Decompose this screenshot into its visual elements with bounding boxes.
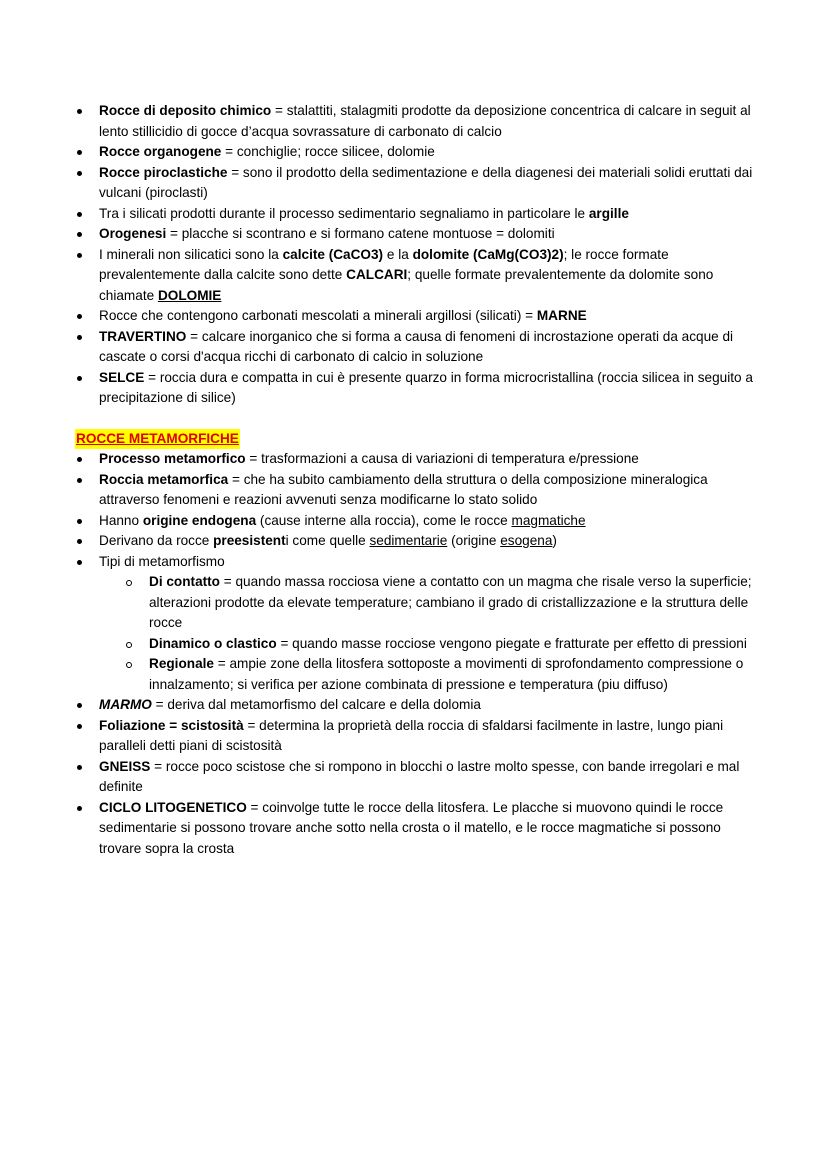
bullet-list-metamorphic — [75, 449, 755, 572]
term: CALCARI — [346, 267, 408, 282]
term: Roccia metamorfica — [99, 471, 229, 487]
term: TRAVERTINO — [99, 328, 187, 344]
term: Foliazione = scistosità — [99, 717, 244, 733]
term: preesistent — [213, 533, 286, 548]
list-item — [75, 204, 755, 225]
text: = determina la proprietà della roccia di sfaldarsi facilmente in lastre, lungo piani paralleli detti piani di scistosità — [99, 717, 724, 753]
text: = coinvolge tutte le rocce della litosfera. Le placche si muovono quindi le rocce sedimentarie si possono trovare anche sotto nella crosta o il matello, e le rocce magmatiche si possono trovare sopra la crosta — [99, 799, 724, 856]
text: ; le rocce formate prevalentemente dalla calcite sono dette — [99, 246, 669, 282]
text: = quando masse rocciose vengono piegate e fratturate per effetto di pressioni — [276, 635, 747, 651]
text: I minerali non silicatici sono la — [99, 246, 283, 262]
term: Rocce piroclastiche — [99, 164, 228, 180]
term: CICLO LITOGENETICO — [99, 799, 247, 815]
text: (cause interne alla roccia), come le rocce — [256, 512, 512, 528]
text: = conchiglie; rocce silicee, dolomie — [221, 144, 435, 159]
text: = trasformazioni a causa di variazioni di temperatura e/pressione — [245, 451, 639, 466]
term: calcite (CaCO3) — [282, 246, 384, 262]
text: = che ha subito cambiamento della struttura o della composizione mineralogica attraverso fenomeni e reazioni avvenuti senza modificarne lo stato solido — [99, 471, 708, 507]
list-item — [75, 552, 755, 573]
list-item — [75, 245, 755, 307]
list-item — [75, 327, 755, 368]
text: e la — [383, 246, 413, 262]
term: Rocce organogene — [99, 144, 222, 159]
term: MARNE — [536, 308, 587, 323]
list-item — [75, 224, 755, 245]
text: = ampie zone della litosfera sottoposte a movimenti di sprofondamento compressione o innalzamento; si verifica per azione combinata di pressione e temperatura (piu diffuso) — [149, 656, 744, 692]
text: = quando massa rocciosa viene a contatto con un magma che risale verso la superficie; alterazioni prodotte da elevate temperature; cambiano il grado di cristallizzazione e la struttura delle rocce — [149, 574, 752, 630]
list-item — [75, 716, 755, 757]
sub-list-item — [125, 654, 755, 695]
list-item — [75, 470, 755, 511]
text: = roccia dura e compatta in cui è presente quarzo in forma microcristallina (roccia silicea in seguito a precipitazione di silice) — [99, 369, 753, 405]
text: = rocce poco scistose che si rompono in blocchi o lastre molto spesse, con bande irregolari e mal definite — [99, 758, 740, 794]
bullet-list-sedimentary — [75, 101, 755, 409]
list-item — [75, 306, 755, 327]
underlined-text: magmatiche — [511, 512, 586, 528]
term: Orogenesi — [99, 226, 167, 241]
text: ) — [552, 533, 557, 548]
list-item — [75, 531, 755, 552]
underlined-text: esogena — [500, 533, 553, 548]
text: Rocce che contengono carbonati mescolati a minerali argillosi (silicati) = — [99, 308, 537, 323]
text: = sono il prodotto della sedimentazione e della diagenesi dei materiali solidi eruttati dai vulcani (piroclasti) — [99, 164, 753, 200]
text: = placche si scontrano e si formano catene montuose = dolomiti — [166, 226, 555, 241]
list-item — [75, 511, 755, 532]
term: GNEISS — [99, 758, 151, 774]
sub-list-item — [125, 572, 755, 634]
term: MARMO — [99, 697, 152, 712]
list-item — [75, 695, 755, 716]
list-item — [75, 368, 755, 409]
list-item — [75, 449, 755, 470]
term: Processo metamorfico — [99, 451, 246, 466]
text: Tipi di metamorfismo — [99, 553, 225, 569]
bullet-list-metamorphic-2 — [75, 695, 755, 859]
term: Dinamico o clastico — [149, 635, 277, 651]
text: = deriva dal metamorfismo del calcare e della dolomia — [151, 697, 481, 712]
text: Tra i silicati prodotti durante il processo sedimentario segnaliamo in particolare le — [99, 205, 589, 221]
text: = calcare inorganico che si forma a causa di fenomeni di incrostazione operati da acque di cascate o corsi d'acqua ricchi di carbonato di calcio in soluzione — [99, 328, 734, 364]
list-item — [75, 163, 755, 204]
text: Hanno — [99, 512, 143, 528]
underlined-text: sedimentarie — [369, 533, 448, 548]
document-content — [75, 101, 755, 859]
text: ; quelle formate prevalentemente da dolomite sono chiamate — [99, 267, 714, 303]
text: (origine — [447, 533, 501, 548]
term: DOLOMIE — [157, 287, 222, 303]
text: = stalattiti, stalagmiti prodotte da deposizione concentrica di calcare in seguit al lento stillicidio di gocce d’acqua sovrassature di carbonato di calcio — [99, 103, 751, 139]
list-item — [75, 101, 755, 142]
sub-list-item — [125, 634, 755, 655]
term: Rocce di deposito chimico — [99, 103, 272, 118]
term: argille — [588, 205, 629, 221]
section-heading: ROCCE METAMORFICHE — [75, 429, 240, 450]
list-item — [75, 757, 755, 798]
sub-list-metamorphism-types — [125, 572, 755, 695]
term: dolomite (CaMg(CO3)2) — [412, 246, 564, 262]
term: Di contatto — [149, 574, 220, 589]
list-item — [75, 142, 755, 163]
term: SELCE — [99, 369, 145, 385]
text: i come quelle — [285, 533, 370, 548]
text: Derivano da rocce — [99, 533, 214, 548]
term: origine endogena — [142, 512, 257, 528]
list-item — [75, 798, 755, 860]
term: Regionale — [149, 656, 214, 671]
